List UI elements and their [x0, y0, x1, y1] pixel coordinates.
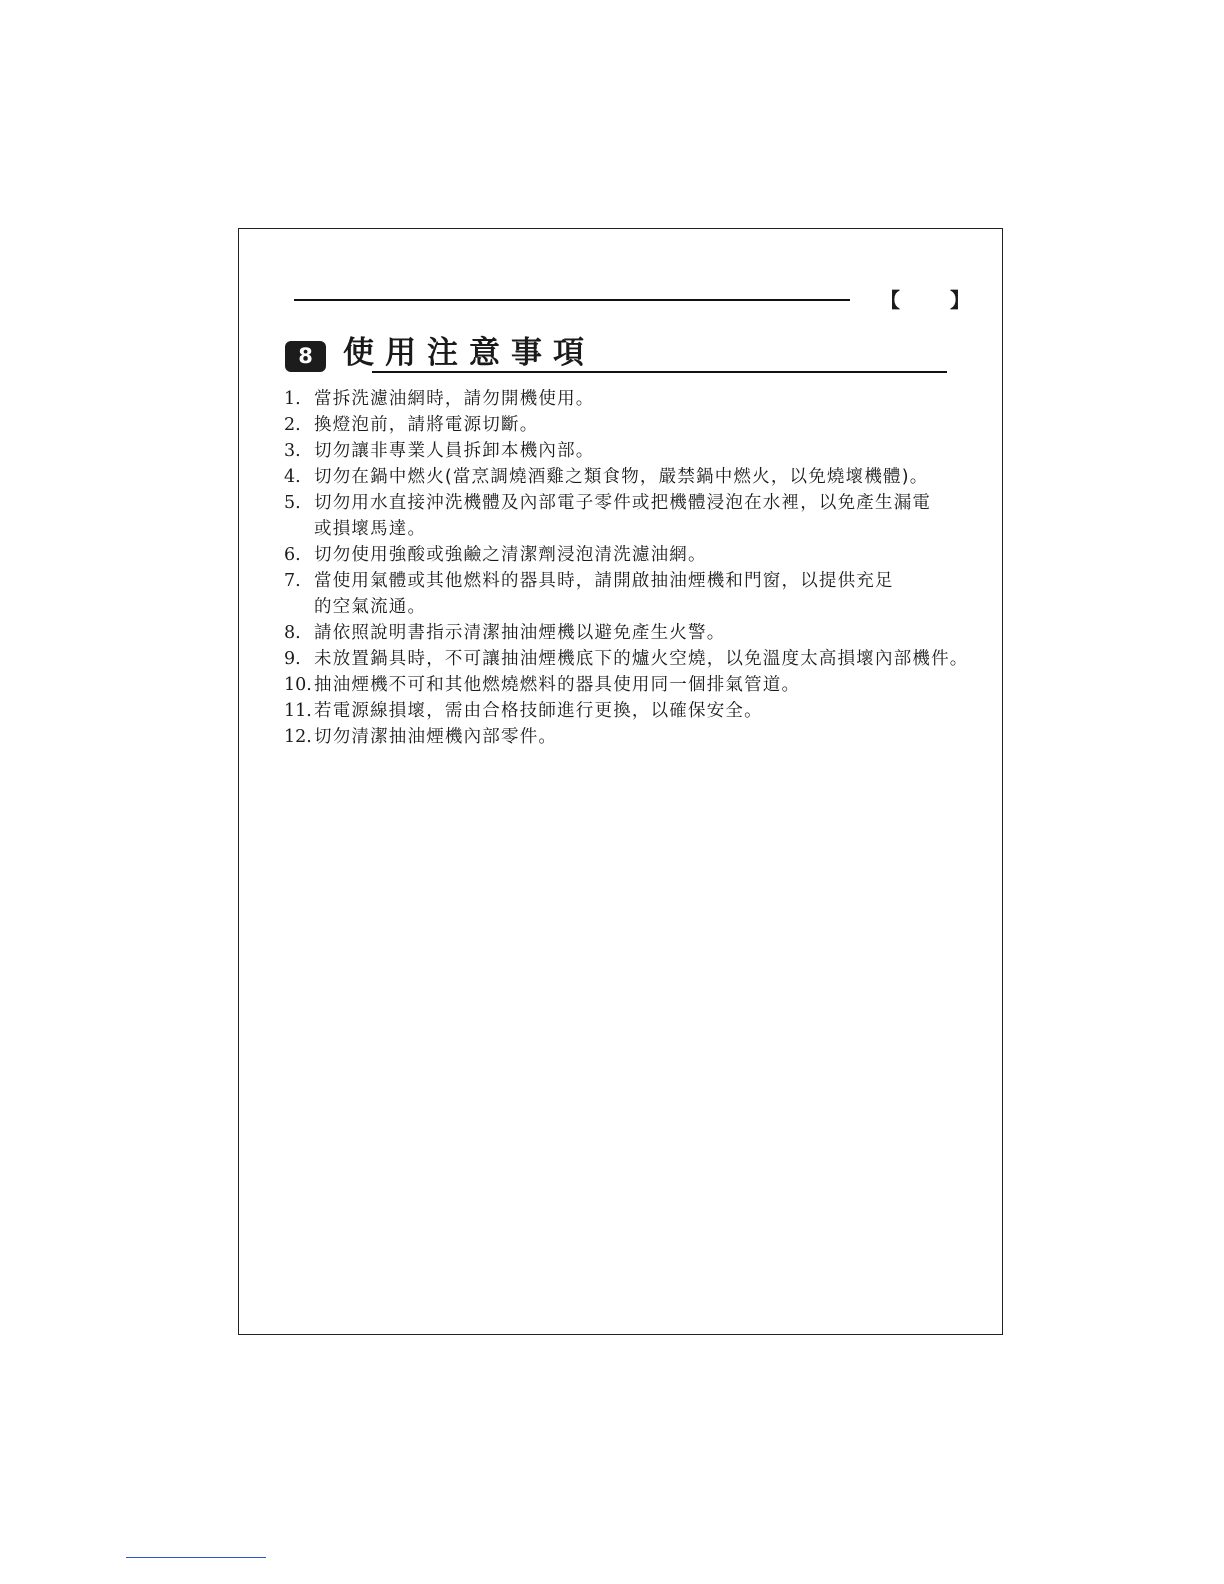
item-number: 5. [284, 493, 301, 513]
item-number: 4. [284, 467, 301, 487]
list-item [284, 568, 1000, 620]
item-number: 3. [284, 441, 301, 461]
item-text: 切勿在鍋中燃火(當烹調燒酒雞之類食物，嚴禁鍋中燃火，以免燒壞機體)。 [314, 467, 929, 487]
section-title-underline [372, 371, 947, 373]
item-text: 當拆洗濾油網時，請勿開機使用。 [314, 389, 595, 409]
item-number: 11. [284, 701, 312, 721]
item-text: 未放置鍋具時，不可讓抽油煙機底下的爐火空燒，以免溫度太高損壞內部機件。 [314, 649, 969, 669]
section-number-badge: 8 [285, 341, 326, 372]
section-title: 使用注意事項 [343, 335, 595, 371]
item-text: 請依照說明書指示清潔抽油煙機以避免產生火警。 [314, 623, 726, 643]
list-item [284, 464, 1000, 490]
list-item [284, 412, 1000, 438]
list-item [284, 698, 1000, 724]
list-item [284, 620, 1000, 646]
item-number: 2. [284, 415, 301, 435]
header-bracket-right: 】 [950, 288, 970, 312]
item-number: 12. [284, 727, 312, 747]
item-text: 切勿清潔抽油煙機內部零件。 [314, 727, 558, 747]
item-number: 6. [284, 545, 301, 565]
item-number: 10. [284, 675, 312, 695]
item-number: 8. [284, 623, 301, 643]
item-text: 若電源線損壞，需由合格技師進行更換，以確保安全。 [314, 701, 763, 721]
list-item [284, 672, 1000, 698]
list-item [284, 724, 1000, 750]
precautions-list [284, 386, 1000, 750]
item-text: 當使用氣體或其他燃料的器具時，請開啟抽油煙機和門窗，以提供充足 的空氣流通。 [314, 571, 894, 617]
footer-link-underline [126, 1557, 266, 1558]
item-number: 7. [284, 571, 301, 591]
list-item [284, 490, 1000, 542]
item-number: 9. [284, 649, 301, 669]
item-text: 抽油煙機不可和其他燃燒燃料的器具使用同一個排氣管道。 [314, 675, 801, 695]
header-bracket-left: 【 [880, 288, 900, 312]
list-item [284, 386, 1000, 412]
list-item [284, 646, 1000, 672]
item-text: 換燈泡前，請將電源切斷。 [314, 415, 539, 435]
item-text: 切勿讓非專業人員拆卸本機內部。 [314, 441, 595, 461]
list-item [284, 438, 1000, 464]
item-number: 1. [284, 389, 301, 409]
header-rule [294, 299, 850, 301]
item-text: 切勿使用強酸或強鹼之清潔劑浸泡清洗濾油網。 [314, 545, 707, 565]
item-text: 切勿用水直接沖洗機體及內部電子零件或把機體浸泡在水裡，以免產生漏電 或損壞馬達。 [314, 493, 932, 539]
list-item [284, 542, 1000, 568]
